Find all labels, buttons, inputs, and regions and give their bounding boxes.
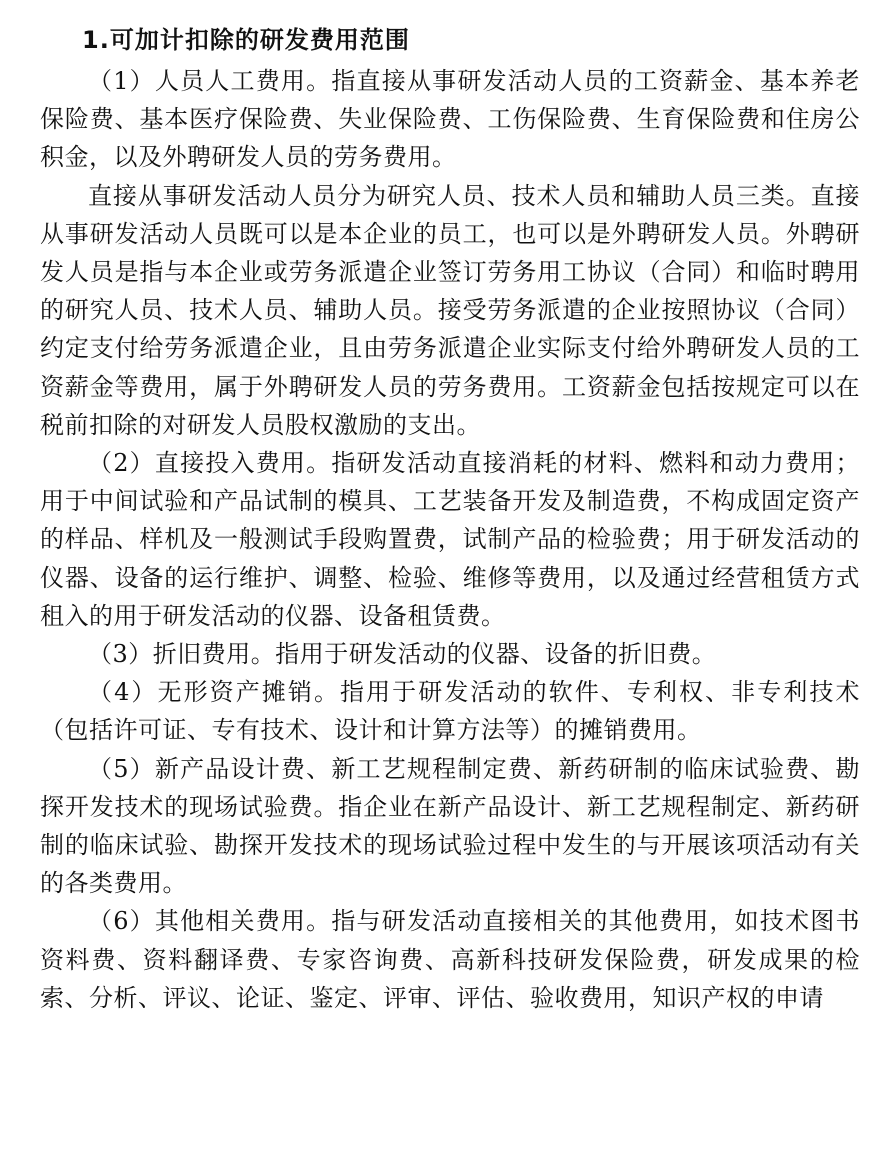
paragraph-personnel-costs: （1）人员人工费用。指直接从事研发活动人员的工资薪金、基本养老保险费、基本医疗保险费、失业保险费、工伤保险费、生育保险费和住房公积金，以及外聘研发人员的劳务费用。 <box>40 67 860 172</box>
paragraph-depreciation: （3）折旧费用。指用于研发活动的仪器、设备的折旧费。 <box>88 640 717 669</box>
paragraph-direct-input-costs: （2）直接投入费用。指研发活动直接消耗的材料、燃料和动力费用；用于中间试验和产品试制的模具、工艺装备开发及制造费，不构成固定资产的样品、样机及一般测试手段购置费，试制产品的检验费；用于研发活动的仪器、设备的运行维护、调整、检验、维修等费用，以及通过经营租赁方式租入的用于研发活动的仪器、设备租赁费。 <box>40 449 860 630</box>
paragraph-intangible-amortization: （4）无形资产摊销。指用于研发活动的软件、专利权、非专利技术（包括许可证、专有技术、设计和计算方法等）的摊销费用。 <box>40 678 860 745</box>
paragraph-personnel-details: 直接从事研发活动人员分为研究人员、技术人员和辅助人员三类。直接从事研发活动人员既可以是本企业的员工，也可以是外聘研发人员。外聘研发人员是指与本企业或劳务派遣企业签订劳务用工协议（合同）和临时聘用的研究人员、技术人员、辅助人员。接受劳务派遣的企业按照协议（合同）约定支付给劳务派遣企业，且由劳务派遣企业实际支付给外聘研发人员的工资薪金等费用，属于外聘研发人员的劳务费用。工资薪金包括按规定可以在税前扣除的对研发人员股权激励的支出。 <box>40 181 860 439</box>
section-heading: 1.可加计扣除的研发费用范围 <box>82 26 410 54</box>
paragraph-other-costs: （6）其他相关费用。指与研发活动直接相关的其他费用，如技术图书资料费、资料翻译费、专家咨询费、高新科技研发保险费，研发成果的检索、分析、评议、论证、鉴定、评审、评估、验收费用，知识产权的申请 <box>40 907 860 1012</box>
paragraph-new-product-design: （5）新产品设计费、新工艺规程制定费、新药研制的临床试验费、勘探开发技术的现场试验费。指企业在新产品设计、新工艺规程制定、新药研制的临床试验、勘探开发技术的现场试验过程中发生的与开展该项活动有关的各类费用。 <box>40 754 860 898</box>
document-page <box>40 18 860 1017</box>
